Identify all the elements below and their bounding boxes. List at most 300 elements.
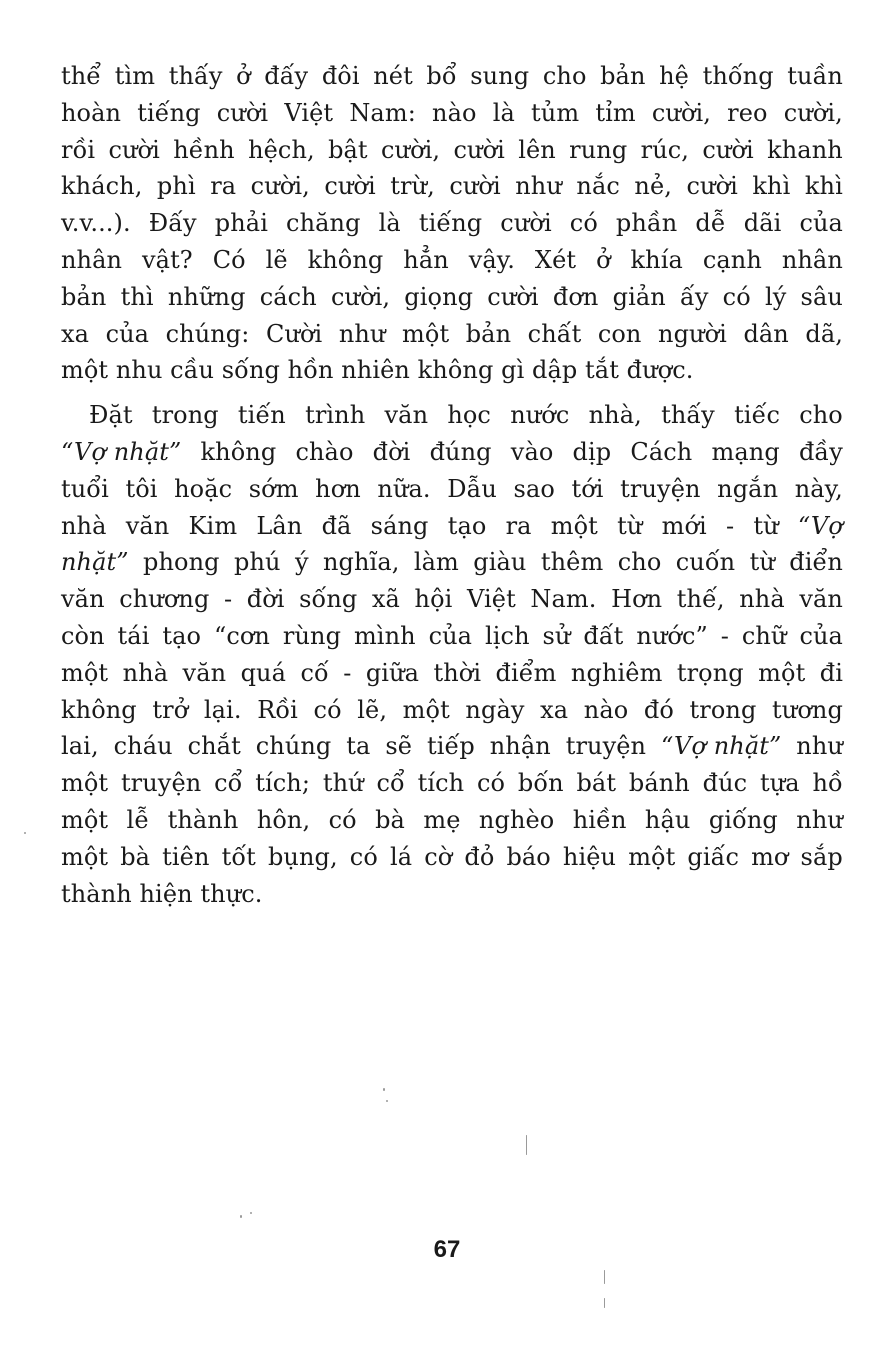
word: mơ (751, 842, 789, 871)
word: ngày (465, 695, 525, 724)
word: làm (413, 548, 459, 577)
word: hồ (812, 769, 843, 798)
word: văn (61, 585, 105, 614)
word: hiền (572, 805, 627, 834)
text-line (61, 728, 843, 765)
word: của (799, 209, 843, 238)
word: dễ (695, 209, 726, 238)
word: trình (305, 401, 366, 430)
word: rúc, (640, 135, 690, 164)
word: của (799, 621, 843, 650)
page-number: 67 (433, 1236, 461, 1263)
text-line (61, 765, 843, 802)
word: ấy (680, 282, 709, 311)
word: nghèo (478, 805, 555, 834)
text-line (61, 434, 843, 471)
word: thành (167, 805, 239, 834)
word: điển (789, 548, 843, 577)
word: một (61, 658, 109, 687)
word: cờ (424, 842, 453, 871)
word: chất (527, 319, 582, 348)
paragraph-2 (61, 397, 843, 912)
word: hiệu (562, 842, 617, 871)
word: một (550, 511, 598, 540)
word: “cơn (213, 621, 270, 650)
word: có (328, 805, 357, 834)
word: lịch (484, 621, 530, 650)
scan-speck (526, 1135, 527, 1155)
word: sớm (248, 474, 299, 503)
word: báo (506, 842, 551, 871)
line-end-word: như (796, 732, 843, 761)
word: ý (294, 548, 309, 577)
word: chúng: (165, 319, 250, 348)
text-line (61, 242, 843, 279)
text-line (61, 58, 843, 95)
word: có (569, 209, 598, 238)
word: phú (233, 548, 281, 577)
word: không (61, 695, 137, 724)
word: có (476, 769, 506, 798)
word: thấy (168, 62, 223, 90)
word: đúc (702, 769, 748, 798)
word: nước (510, 401, 570, 430)
word: thì (120, 282, 154, 311)
word: nhân (61, 245, 123, 274)
word: - (343, 658, 352, 687)
word: nhận (489, 732, 551, 761)
word: rùng (282, 621, 342, 650)
word: bổ (426, 62, 457, 90)
body-text (61, 58, 843, 912)
word: nhà (739, 585, 785, 614)
scan-speck (604, 1298, 605, 1308)
word: từ (753, 511, 779, 540)
word: văn (799, 585, 843, 614)
word: bánh (628, 769, 690, 798)
word: văn (125, 511, 170, 540)
word: cười (453, 135, 505, 164)
word: cười (487, 282, 539, 311)
word: mới (661, 511, 707, 540)
word: tiếp (426, 732, 475, 761)
word: có (313, 695, 342, 724)
word: cháu (113, 732, 173, 761)
word: v.v...). (61, 209, 131, 238)
word: thấy (661, 401, 715, 430)
scan-speck (24, 832, 26, 834)
word: tuổi (61, 474, 109, 503)
word: ra (505, 511, 532, 540)
word: từ (617, 511, 643, 540)
word: bản (61, 282, 107, 311)
text-line (61, 205, 843, 242)
scan-speck (240, 1215, 242, 1218)
word: đấy (264, 62, 309, 90)
word: cổ (214, 769, 243, 798)
word: tựa (759, 769, 800, 798)
word: truyện (120, 769, 202, 798)
word: khì (752, 172, 791, 201)
word: cười, (651, 98, 712, 127)
word: hồn (287, 356, 334, 385)
word: thứ (322, 769, 364, 798)
text-line (61, 581, 843, 618)
word: lá (389, 842, 413, 871)
word: của (105, 319, 150, 348)
text-line (61, 316, 843, 353)
word: tích (417, 769, 465, 798)
word: hệch, (248, 135, 315, 164)
word: học (447, 401, 491, 430)
word: tiếng (137, 98, 201, 127)
word: mẹ (423, 805, 461, 834)
text-line (61, 655, 843, 692)
word: giọng (404, 282, 474, 311)
word: rung (569, 135, 628, 164)
word: mình (353, 621, 416, 650)
word: cười, (330, 282, 391, 311)
word: cho (542, 62, 587, 90)
word: thế, (676, 585, 725, 614)
word: như (515, 172, 562, 201)
word: phải (214, 209, 268, 238)
word: sắp (800, 842, 843, 871)
word: một (61, 769, 109, 798)
word: cười (702, 135, 754, 164)
word: truyện (620, 474, 701, 503)
word: này, (794, 474, 843, 503)
word: sáng (370, 511, 429, 540)
text-line (61, 397, 843, 434)
word: nhà (61, 511, 107, 540)
word: Có (212, 245, 246, 274)
word: sâu (800, 282, 843, 311)
word: tìm (114, 62, 156, 90)
word: bát (576, 769, 617, 798)
italic-title: “Vợ nhặt” (61, 437, 182, 466)
word: mạng (711, 437, 780, 466)
word: giống (708, 805, 778, 834)
word: tôi (125, 474, 158, 503)
text-line (61, 352, 843, 389)
word: cạnh (702, 245, 762, 274)
word: lên (518, 135, 556, 164)
text-line (61, 876, 843, 913)
word: văn (384, 401, 429, 430)
word: hềnh (173, 135, 235, 164)
word: đầy (798, 437, 843, 466)
scan-speck (250, 1212, 252, 1214)
word: nắc (576, 172, 620, 201)
word: Dẫu (447, 474, 497, 503)
word: cười, (783, 98, 843, 127)
word: khì (804, 172, 843, 201)
word: gì (501, 356, 525, 385)
text-line (61, 618, 843, 655)
word: vậy. (468, 245, 516, 274)
word: thời (433, 658, 482, 687)
word: Lân (256, 511, 303, 540)
word: - (725, 511, 735, 540)
word: cười (108, 135, 160, 164)
scan-speck (383, 1088, 385, 1091)
word: như (338, 319, 386, 348)
word: ở (236, 62, 251, 90)
word: dãi (743, 209, 782, 238)
word: thêm (540, 548, 604, 577)
word: chăng (286, 209, 361, 238)
word: đó (643, 695, 674, 724)
word: tới (571, 474, 604, 503)
word: sống (299, 585, 358, 614)
word: giấc (687, 842, 739, 871)
word: lẽ, (357, 695, 388, 724)
word: nào (583, 695, 629, 724)
word: xa (61, 319, 90, 348)
text-line (61, 132, 843, 169)
word: đời (372, 437, 411, 466)
word: đúng (429, 437, 492, 466)
word: bà (375, 805, 405, 834)
word: có (722, 282, 751, 311)
word: nhà, (588, 401, 642, 430)
word: sống (221, 356, 280, 385)
word: lai, (61, 732, 99, 761)
word: ở (596, 245, 611, 274)
word: hoàn (61, 98, 122, 127)
word: một (402, 695, 450, 724)
word: thống (702, 62, 774, 90)
word: lý (764, 282, 787, 311)
word: bật (328, 135, 368, 164)
word: sẽ (385, 732, 413, 761)
word: khía (630, 245, 683, 274)
word: nghiêm (570, 658, 663, 687)
paragraph-1 (61, 58, 843, 389)
word: giữa (365, 658, 420, 687)
word: một (61, 805, 109, 834)
scan-speck (604, 1270, 605, 1284)
word: có (349, 842, 378, 871)
word: chương (119, 585, 210, 614)
word: khanh (767, 135, 843, 164)
word: Đấy (148, 209, 197, 238)
word: - (720, 621, 729, 650)
word: hội (414, 585, 453, 614)
word: những (167, 282, 246, 311)
word: reo (727, 98, 768, 127)
word: Cười (265, 319, 323, 348)
word: trừ, (390, 172, 435, 201)
word: Xét (534, 245, 577, 274)
word: văn (182, 658, 227, 687)
word: phần (615, 209, 678, 238)
word: dịp (572, 437, 612, 466)
word: - (223, 585, 233, 614)
word: tủm (531, 98, 580, 127)
word: là (378, 209, 401, 238)
word: Việt (466, 585, 516, 614)
word: giàu (473, 548, 527, 577)
word: lại. (203, 695, 242, 724)
word: nào (432, 98, 477, 127)
word: Nam: (349, 98, 416, 127)
word: một (61, 842, 109, 871)
word: không (307, 245, 384, 274)
word: sung (470, 62, 530, 90)
text-line (61, 692, 843, 729)
word: quá (240, 658, 287, 687)
word: tạo (162, 621, 202, 650)
word: một (402, 319, 450, 348)
word: tiếng (418, 209, 483, 238)
word: trong (151, 401, 219, 430)
italic-title: “Vợ nhặt” (661, 732, 782, 761)
word: ra (210, 172, 237, 201)
word: đi (819, 658, 843, 687)
word: chúng (255, 732, 332, 761)
word: bà (120, 842, 151, 871)
word: từ (749, 548, 775, 577)
word: phong (143, 548, 220, 577)
word: ngắn (717, 474, 779, 503)
word: ta (346, 732, 371, 761)
word: Rồi (257, 695, 298, 724)
word: nẻ, (634, 172, 672, 201)
text-line (61, 279, 843, 316)
word: dập (532, 356, 578, 385)
italic-title: “Vợ (797, 511, 843, 540)
word: cười (686, 172, 738, 201)
word: nước” (636, 621, 708, 650)
word: tiên (162, 842, 210, 871)
word: khách, (61, 172, 143, 201)
word: cười (449, 172, 501, 201)
word: không (200, 437, 277, 466)
word: bản (600, 62, 646, 90)
word: đỏ (464, 842, 495, 871)
word: trọng (676, 658, 744, 687)
word: đã (321, 511, 352, 540)
text-line (61, 544, 843, 581)
text-line (61, 508, 843, 545)
word: lẽ (265, 245, 288, 274)
word: của (428, 621, 473, 650)
word: bản (465, 319, 512, 348)
word: sử (542, 621, 571, 650)
word: tỉm (595, 98, 636, 127)
word: thành (61, 879, 132, 908)
word: tiếc (734, 401, 780, 430)
word: cổ (376, 769, 405, 798)
word: xa (540, 695, 569, 724)
word: bụng, (267, 842, 338, 871)
word: nhà (122, 658, 169, 687)
text-line (61, 95, 843, 132)
word: con (597, 319, 642, 348)
word: tạo (447, 511, 487, 540)
word: hôn, (256, 805, 311, 834)
word: trở (152, 695, 189, 724)
word: thể (61, 62, 102, 90)
word: lễ (126, 805, 150, 834)
word: tái (117, 621, 150, 650)
word: thực. (200, 879, 263, 908)
word: hậu (644, 805, 691, 834)
word: Nam. (530, 585, 597, 614)
word: Kim (188, 511, 238, 540)
word: tương (772, 695, 843, 724)
word: Hơn (611, 585, 663, 614)
word: nét (373, 62, 413, 90)
word: là (492, 98, 515, 127)
word: cầu (170, 356, 215, 385)
word: cho (617, 548, 662, 577)
word: tuần (787, 62, 843, 90)
word: phì (156, 172, 196, 201)
word: không (417, 356, 494, 385)
word: dân (743, 319, 789, 348)
word: Đặt (89, 401, 133, 430)
word: nhiên (341, 356, 410, 385)
word: cười (216, 98, 269, 127)
word: vào (510, 437, 554, 466)
word: cố (300, 658, 329, 687)
text-line (61, 471, 843, 508)
word: hơn (315, 474, 361, 503)
text-line (61, 168, 843, 205)
word: hẳn (403, 245, 449, 274)
word: hệ (659, 62, 689, 90)
word: nghĩa, (322, 548, 400, 577)
word: cười, (381, 135, 441, 164)
word: chữ (741, 621, 787, 650)
word: tích; (255, 769, 311, 798)
word: chắt (187, 732, 241, 761)
word: một (628, 842, 676, 871)
word: cuốn (675, 548, 736, 577)
word: nữa. (377, 474, 431, 503)
word: giản (612, 282, 666, 311)
word: nhu (115, 356, 163, 385)
word: đất (583, 621, 624, 650)
word: truyện (565, 732, 647, 761)
word: vật? (142, 245, 193, 274)
word: còn (61, 621, 105, 650)
word: sao (513, 474, 555, 503)
word: cách (259, 282, 317, 311)
word: người (658, 319, 727, 348)
italic-title: nhặt” (61, 548, 129, 577)
word: như (796, 805, 843, 834)
word: điểm (495, 658, 557, 687)
word: xã (371, 585, 400, 614)
word: một (758, 658, 806, 687)
word: được. (626, 356, 694, 385)
word: tắt (585, 356, 619, 385)
word: đôi (321, 62, 360, 90)
word: đời (246, 585, 285, 614)
word: Việt (284, 98, 334, 127)
word: cười (324, 172, 376, 201)
word: tiến (237, 401, 286, 430)
word: tốt (221, 842, 256, 871)
word: đơn (552, 282, 599, 311)
scan-speck (386, 1100, 388, 1102)
word: một (61, 356, 109, 385)
text-line (61, 839, 843, 876)
